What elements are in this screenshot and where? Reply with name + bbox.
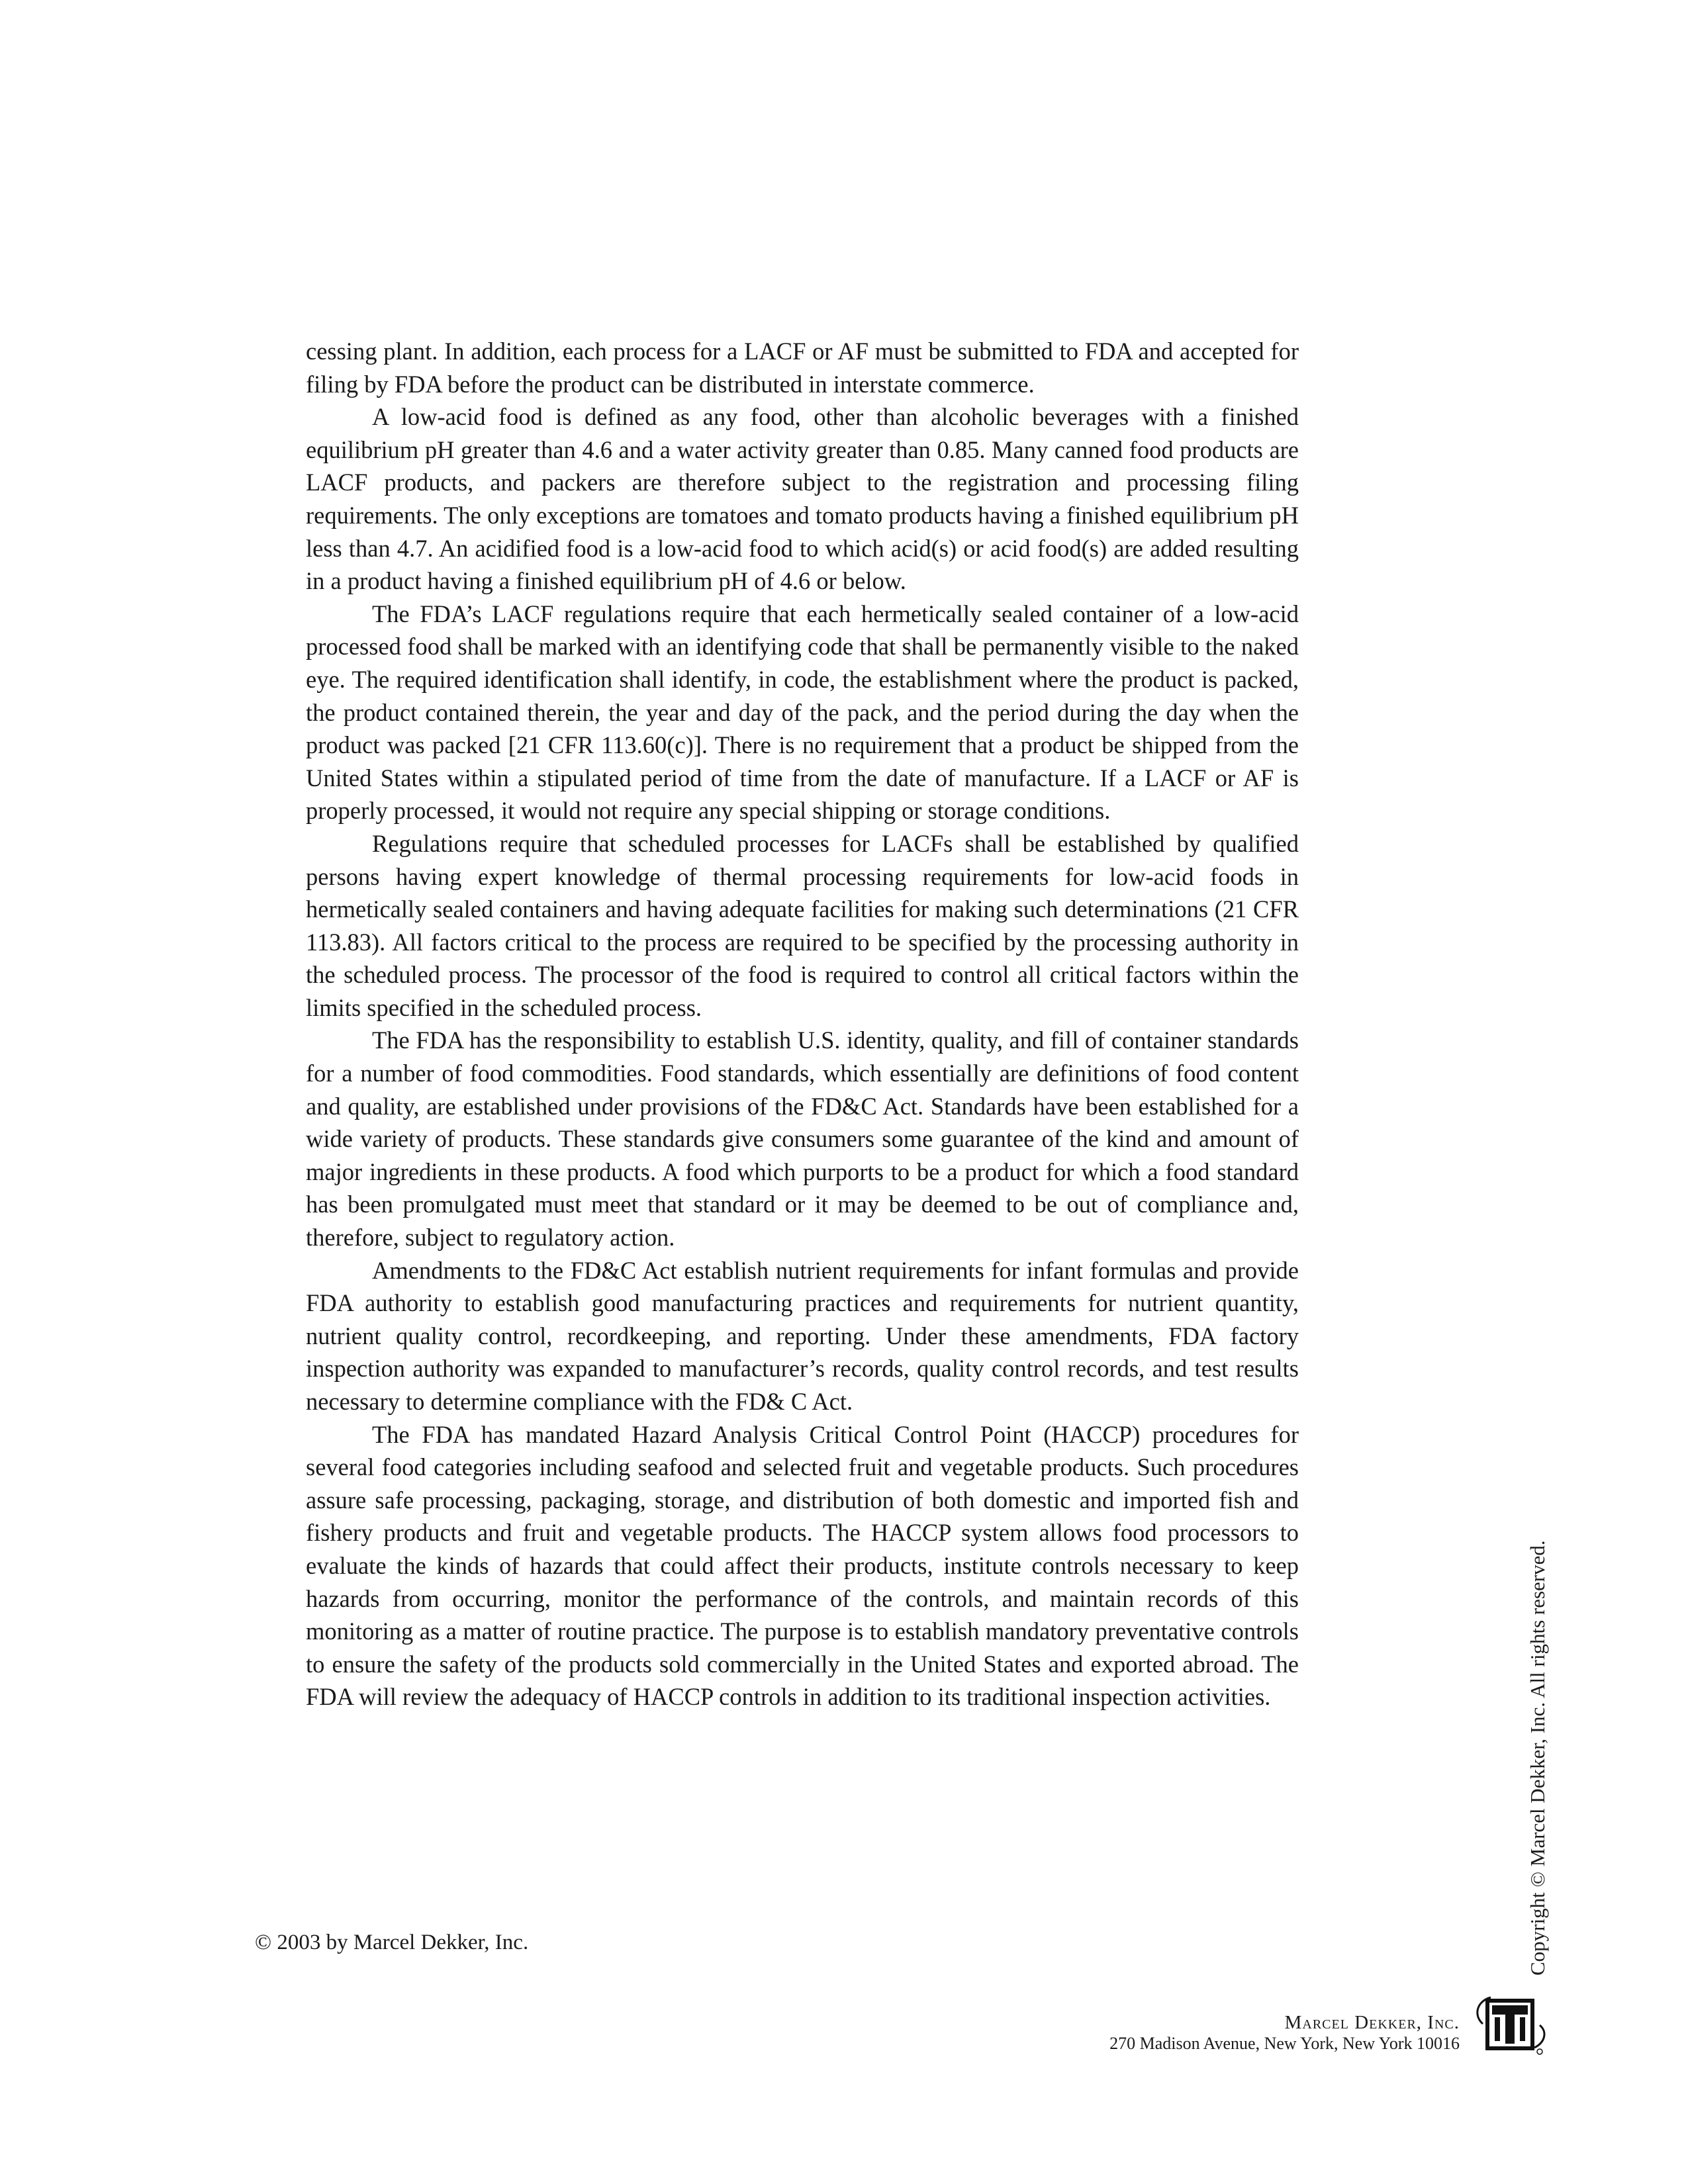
paragraph-2: A low-acid food is defined as any food, other than alcoholic beverages with a finished equilibrium pH greater than 4.6 and a water activity greater than 0.85. Many canned food products are LACF products, and packers are therefore subject to the registration and processing filing requirements. The only exceptions are tomatoes and tomato products having a finished equilibrium pH less than 4.7. An acidified food is a low-acid food to which acid(s) or acid food(s) are added resulting in a product having a finished equilibrium pH of 4.6 or below. bbox=[306, 403, 1299, 595]
publisher-address: 270 Madison Avenue, New York, New York 10016 bbox=[1109, 2034, 1460, 2053]
paragraph-4: Regulations require that scheduled processes for LACFs shall be established by qualified persons having expert knowledge of thermal processing requirements for low-acid foods in hermetically sealed containers and having adequate facilities for making such determinations (21 CFR 113.83). All factors critical to the process are required to be specified by the processing authority in the scheduled process. The processor of the food is required to control all critical factors within the limits specified in the scheduled process. bbox=[306, 829, 1299, 1021]
paragraph-3: The FDA’s LACF regulations require that each hermetically sealed container of a low-acid processed food shall be marked with an identifying code that shall be permanently visible to the naked eye. The required identification shall identify, in code, the establishment where the product is packed, the product contained therein, the year and day of the pack, and the period during the day when the product was packed [21 CFR 113.60(c)]. There is no requirement that a product be shipped from the United States within a stipulated period of time from the date of manufacture. If a LACF or AF is properly processed, it would not require any special shipping or storage conditions. bbox=[306, 600, 1299, 825]
vertical-copyright-notice: Copyright © Marcel Dekker, Inc. All rights reserved. bbox=[1526, 1540, 1549, 1976]
publisher-name: Marcel Dekker, Inc. bbox=[1284, 2012, 1460, 2033]
paragraph-7: The FDA has mandated Hazard Analysis Critical Control Point (HACCP) procedures for several food categories including seafood and selected fruit and vegetable products. Such procedures assure safe processing, packaging, storage, and distribution of both domestic and imported fish and fishery products and fruit and vegetable products. The HACCP system allows food processors to evaluate the kinds of hazards that could affect their products, institute controls necessary to keep hazards from occurring, monitor the performance of the controls, and maintain records of this monitoring as a matter of routine practice. The purpose is to establish mandatory preventative controls to ensure the safety of the products sold commercially in the United States and exported abroad. The FDA will review the adequacy of HACCP controls in addition to its traditional inspection activities. bbox=[306, 1420, 1299, 1711]
body-text bbox=[306, 335, 1299, 1713]
paragraph-5: The FDA has the responsibility to establish U.S. identity, quality, and fill of container standards for a number of food commodities. Food standards, which essentially are definitions of food content and quality, are established under provisions of the FD&C Act. Standards have been established for a wide variety of products. These standards give consumers some guarantee of the kind and amount of major ingredients in these products. A food which purports to be a product for which a food standard has been promulgated must meet that standard or it may be deemed to be out of compliance and, therefore, subject to regulatory action. bbox=[306, 1026, 1299, 1251]
paragraph-6: Amendments to the FD&C Act establish nutrient requirements for infant formulas and provide FDA authority to establish good manufacturing practices and requirements for nutrient quantity, nutrient quality control, recordkeeping, and reporting. Under these amendments, FDA factory inspection authority was expanded to manufacturer’s records, quality control records, and test results necessary to determine compliance with the FD& C Act. bbox=[306, 1256, 1299, 1415]
copyright-footer: © 2003 by Marcel Dekker, Inc. bbox=[255, 1931, 529, 1954]
publisher-block bbox=[1109, 2012, 1460, 2054]
paragraph-1: cessing plant. In addition, each process for a LACF or AF must be submitted to FDA and accepted for filing by FDA before the product can be distributed in interstate commerce. bbox=[306, 338, 1299, 398]
marcel-dekker-logo-icon bbox=[1471, 1992, 1550, 2058]
